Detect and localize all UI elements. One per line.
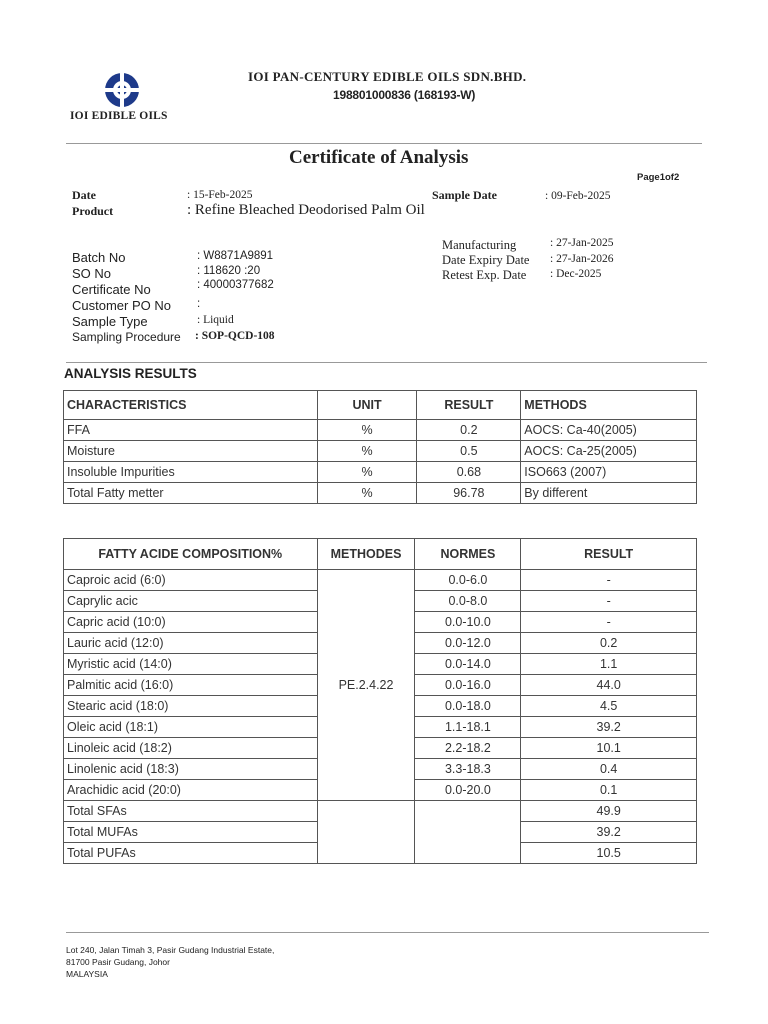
manufacturing-value: : 27-Jan-2025 xyxy=(550,237,614,249)
norm-cell: 0.0-20.0 xyxy=(415,780,521,801)
acid-result-cell: - xyxy=(521,570,697,591)
so-no-value: : 118620 :20 xyxy=(197,265,261,277)
document-title: Certificate of Analysis xyxy=(289,147,469,168)
norm-cell: 0.0-18.0 xyxy=(415,696,521,717)
total-result-cell: 10.5 xyxy=(521,843,697,864)
sample-type-value: : Liquid xyxy=(197,314,234,326)
total-name-cell: Total MUFAs xyxy=(64,822,318,843)
fatty-acid-header-row xyxy=(64,539,697,570)
footer-divider xyxy=(66,932,709,933)
section-divider xyxy=(66,362,707,363)
result-cell: 0.2 xyxy=(417,420,521,441)
date-label: Date xyxy=(72,188,96,202)
logo-text: IOI EDIBLE OILS xyxy=(70,110,168,122)
acid-result-cell: 4.5 xyxy=(521,696,697,717)
certificate-no-value: : 40000377682 xyxy=(197,279,274,291)
total-name-cell: Total PUFAs xyxy=(64,843,318,864)
norm-cell: 3.3-18.3 xyxy=(415,759,521,780)
sample-date-value: : 09-Feb-2025 xyxy=(545,190,611,202)
analysis-header-row xyxy=(64,391,697,420)
fatty-acid-table xyxy=(63,538,697,864)
product-label: Product xyxy=(72,204,114,218)
unit-cell: % xyxy=(317,462,417,483)
norm-cell: 0.0-10.0 xyxy=(415,612,521,633)
norm-cell: 0.0-14.0 xyxy=(415,654,521,675)
acid-result-cell: - xyxy=(521,612,697,633)
characteristic-cell: Total Fatty metter xyxy=(64,483,318,504)
acid-name-cell: Oleic acid (18:1) xyxy=(64,717,318,738)
acid-name-cell: Palmitic acid (16:0) xyxy=(64,675,318,696)
norm-cell: 2.2-18.2 xyxy=(415,738,521,759)
header-divider xyxy=(66,143,702,144)
acid-name-cell: Lauric acid (12:0) xyxy=(64,633,318,654)
header-methodes: METHODES xyxy=(317,539,415,570)
sample-date-label: Sample Date xyxy=(432,188,497,202)
acid-name-cell: Linolenic acid (18:3) xyxy=(64,759,318,780)
norm-cell: 0.0-12.0 xyxy=(415,633,521,654)
header-characteristics: CHARACTERISTICS xyxy=(64,391,318,420)
header-unit: UNIT xyxy=(317,391,417,420)
company-registration: 198801000836 (168193-W) xyxy=(333,88,476,102)
retest-date-label: Retest Exp. Date xyxy=(442,268,527,282)
characteristic-cell: Moisture xyxy=(64,441,318,462)
table-row xyxy=(64,441,697,462)
unit-cell: % xyxy=(317,420,417,441)
customer-po-label: Customer PO No xyxy=(72,298,171,313)
method-merged-cell: PE.2.4.22 xyxy=(317,570,415,801)
acid-result-cell: 44.0 xyxy=(521,675,697,696)
sampling-procedure-value: : SOP-QCD-108 xyxy=(195,330,275,342)
empty-merged-cell xyxy=(415,801,521,864)
header-composition: FATTY ACIDE COMPOSITION% xyxy=(64,539,318,570)
analysis-section-title: ANALYSIS RESULTS xyxy=(64,366,197,381)
table-row xyxy=(64,462,697,483)
total-name-cell: Total SFAs xyxy=(64,801,318,822)
acid-name-cell: Linoleic acid (18:2) xyxy=(64,738,318,759)
acid-result-cell: 0.4 xyxy=(521,759,697,780)
result-cell: 0.5 xyxy=(417,441,521,462)
method-cell: ISO663 (2007) xyxy=(521,462,697,483)
total-result-cell: 39.2 xyxy=(521,822,697,843)
acid-result-cell: 10.1 xyxy=(521,738,697,759)
acid-name-cell: Caprylic acic xyxy=(64,591,318,612)
table-row xyxy=(64,483,697,504)
header-methods: METHODS xyxy=(521,391,697,420)
unit-cell: % xyxy=(317,441,417,462)
method-cell: AOCS: Ca-40(2005) xyxy=(521,420,697,441)
header-normes: NORMES xyxy=(415,539,521,570)
table-row xyxy=(64,570,697,591)
sampling-procedure-label: Sampling Procedure xyxy=(72,330,181,344)
method-cell: By different xyxy=(521,483,697,504)
norm-cell: 0.0-8.0 xyxy=(415,591,521,612)
header-result: RESULT xyxy=(417,391,521,420)
expiry-date-value: : 27-Jan-2026 xyxy=(550,253,614,265)
table-row xyxy=(64,801,697,822)
acid-name-cell: Stearic acid (18:0) xyxy=(64,696,318,717)
total-result-cell: 49.9 xyxy=(521,801,697,822)
batch-no-value: : W8871A9891 xyxy=(197,250,274,262)
unit-cell: % xyxy=(317,483,417,504)
empty-merged-cell xyxy=(317,801,415,864)
expiry-date-label: Date Expiry Date xyxy=(442,253,530,267)
company-logo-icon xyxy=(103,71,141,109)
acid-name-cell: Arachidic acid (20:0) xyxy=(64,780,318,801)
characteristic-cell: Insoluble Impurities xyxy=(64,462,318,483)
customer-po-value: : xyxy=(197,298,201,310)
footer-address-line1: Lot 240, Jalan Timah 3, Pasir Gudang Industrial Estate, xyxy=(66,945,275,955)
header-fa-result: RESULT xyxy=(521,539,697,570)
acid-result-cell: 0.2 xyxy=(521,633,697,654)
footer-address-line2: 81700 Pasir Gudang, Johor xyxy=(66,957,170,967)
result-cell: 96.78 xyxy=(417,483,521,504)
certificate-no-label: Certificate No xyxy=(72,282,151,297)
norm-cell: 0.0-16.0 xyxy=(415,675,521,696)
analysis-table xyxy=(63,390,697,504)
manufacturing-label: Manufacturing xyxy=(442,238,517,252)
acid-name-cell: Myristic acid (14:0) xyxy=(64,654,318,675)
so-no-label: SO No xyxy=(72,266,112,281)
characteristic-cell: FFA xyxy=(64,420,318,441)
table-row xyxy=(64,420,697,441)
acid-name-cell: Capric acid (10:0) xyxy=(64,612,318,633)
sample-type-label: Sample Type xyxy=(72,314,148,329)
result-cell: 0.68 xyxy=(417,462,521,483)
batch-no-label: Batch No xyxy=(72,250,126,265)
acid-result-cell: 0.1 xyxy=(521,780,697,801)
product-value: : Refine Bleached Deodorised Palm Oil xyxy=(187,202,425,218)
norm-cell: 1.1-18.1 xyxy=(415,717,521,738)
acid-result-cell: 1.1 xyxy=(521,654,697,675)
date-value: : 15-Feb-2025 xyxy=(187,189,253,201)
page-number: Page1of2 xyxy=(637,172,680,183)
acid-result-cell: 39.2 xyxy=(521,717,697,738)
acid-name-cell: Caproic acid (6:0) xyxy=(64,570,318,591)
norm-cell: 0.0-6.0 xyxy=(415,570,521,591)
footer-address-line3: MALAYSIA xyxy=(66,969,108,979)
company-name: IOI PAN-CENTURY EDIBLE OILS SDN.BHD. xyxy=(248,69,527,84)
method-cell: AOCS: Ca-25(2005) xyxy=(521,441,697,462)
retest-date-value: : Dec-2025 xyxy=(550,268,602,280)
acid-result-cell: - xyxy=(521,591,697,612)
